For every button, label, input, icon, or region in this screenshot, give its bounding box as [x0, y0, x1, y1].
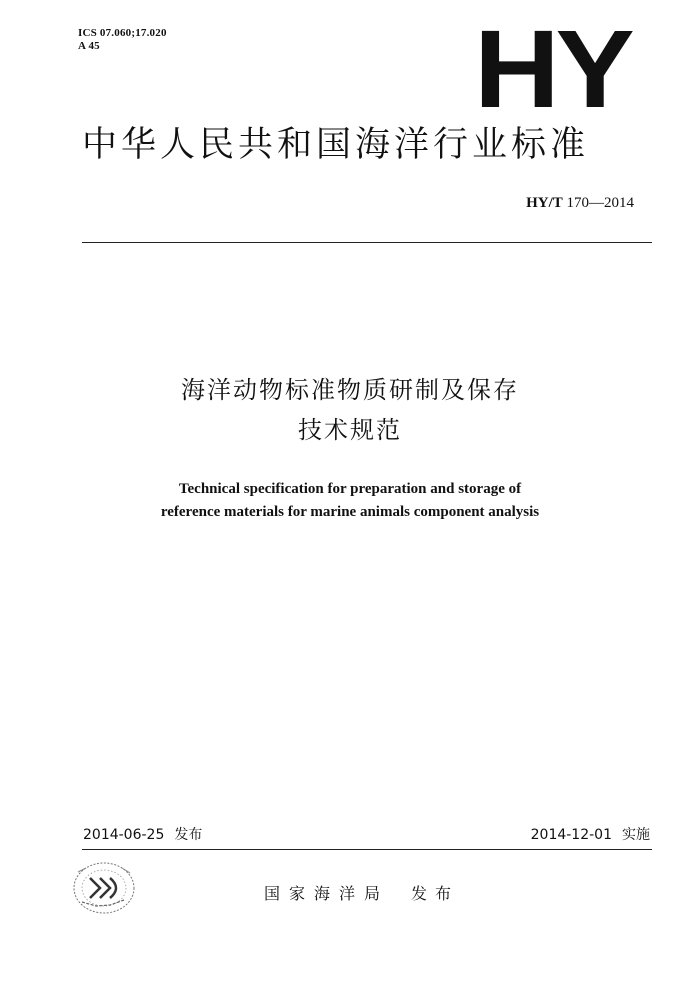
- classification-code: A 45: [78, 40, 100, 52]
- publisher-line: [264, 884, 459, 904]
- english-title-line-2: reference materials for marine animals component analysis: [160, 504, 540, 520]
- bottom-divider: [82, 849, 652, 850]
- publisher-seal-icon: [66, 858, 144, 920]
- english-title-line-1: Technical specification for preparation and storage of: [178, 481, 522, 497]
- standard-number-value: 170—2014: [566, 195, 634, 211]
- chinese-title: [0, 370, 700, 450]
- ics-block: [78, 27, 167, 53]
- implement-date-block: [531, 826, 650, 844]
- issue-date: 2014-06-25: [83, 827, 165, 843]
- chinese-title-line-2: 技术规范: [298, 416, 402, 444]
- standard-number-prefix: HY/T: [526, 195, 563, 211]
- standard-category-title: 中华人民共和国海洋行业标准: [82, 125, 590, 165]
- issue-date-block: [83, 826, 202, 844]
- publisher-name: 国家海洋局: [264, 884, 390, 903]
- english-title: [0, 478, 700, 524]
- publish-label: 发布: [411, 884, 460, 903]
- standard-number: [526, 194, 634, 212]
- ics-code: ICS 07.060;17.020: [78, 27, 167, 39]
- implement-date: 2014-12-01: [530, 827, 612, 843]
- issue-label: 发布: [174, 827, 203, 843]
- top-divider: [82, 242, 652, 243]
- chinese-title-line-1: 海洋动物标准物质研制及保存: [181, 376, 519, 404]
- hy-logo: HY: [474, 8, 631, 131]
- implement-label: 实施: [622, 827, 650, 843]
